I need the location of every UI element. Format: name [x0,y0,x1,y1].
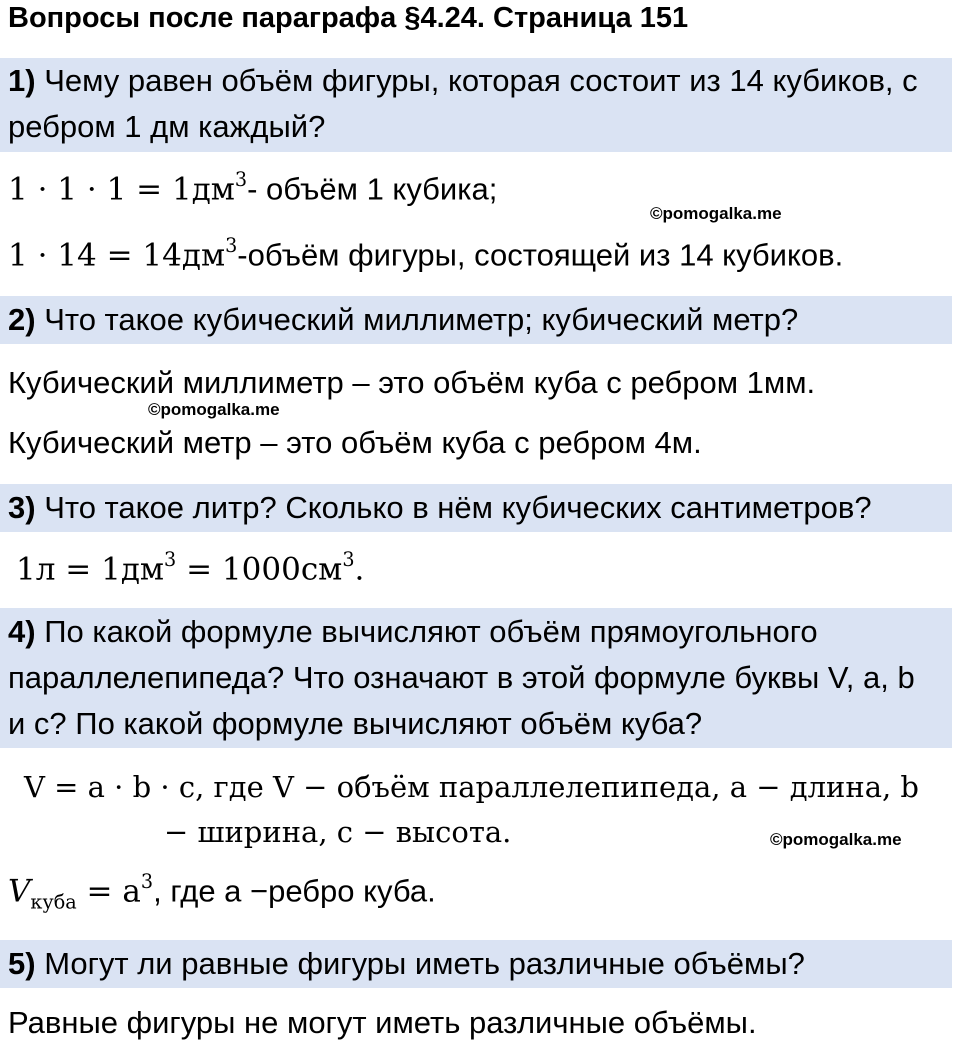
answer-5-line-1: Равные фигуры не могут иметь различные объёмы. [8,1005,757,1040]
question-4-line-3: и с? По какой формуле вычисляют объём куба? [8,706,703,741]
answer-2-line-2: Кубический метр – это объём куба с ребром 4м. [8,425,702,460]
answer-1-line-1: $1 \cdot 1 \cdot 1 = 1дм^3-$ объём 1 кубика; [8,168,498,208]
question-5-number: 5) [8,946,36,981]
question-3-number: 3) [8,490,36,525]
question-4-line-2: параллелепипеда? Что означают в этой формуле буквы V, a, b [8,660,915,695]
question-2-number: 2) [8,302,36,337]
watermark: ©pomogalka.me [148,400,280,419]
watermark: ©pomogalka.me [770,830,902,849]
answer-1-line-2: $1 \cdot 14 = 14дм^3$-объём фигуры, состоящей из 14 кубиков. [8,234,844,274]
answer-4-cube-formula: $V_{куба} = a^3$, где a −ребро куба. [8,870,436,914]
question-1-number: 1) [8,63,36,98]
question-1-line-1: 1) Чему равен объём фигуры, которая состоит из 14 кубиков, с [8,63,918,98]
question-4-number: 4) [8,614,36,649]
page-title: Вопросы после параграфа §4.24. Страница 151 [8,2,689,34]
answer-4-formula-line-1: V = a · b · c, где V − объём параллелепипеда, a − длина, b [24,770,919,804]
question-3-line-1: 3) Что такое литр? Сколько в нём кубических сантиметров? [8,490,872,525]
question-5-line-1: 5) Могут ли равные фигуры иметь различные объёмы? [8,946,805,981]
question-4-line-1: 4) По какой формуле вычисляют объём прямоугольного [8,614,818,649]
answer-3-formula: $1л = 1дм^3 = 1000см^3$. [16,548,365,588]
answer-4-formula-line-2: − ширина, c − высота. [164,815,512,849]
question-1-line-2: ребром 1 дм каждый? [8,109,326,144]
watermark: ©pomogalka.me [650,204,782,223]
answer-2-line-1: Кубический миллиметр – это объём куба с ребром 1мм. [8,365,816,400]
question-2-line-1: 2) Что такое кубический миллиметр; кубический метр? [8,302,799,337]
